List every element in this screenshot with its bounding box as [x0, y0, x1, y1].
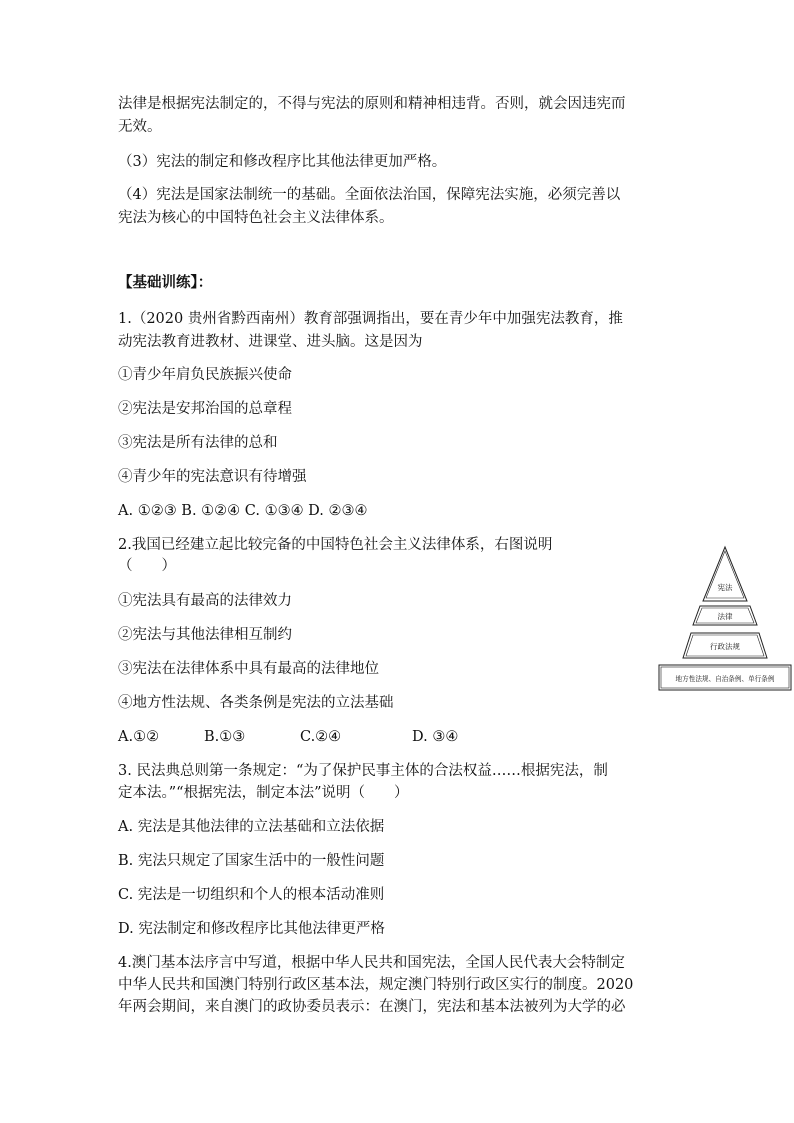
intro-point-4-line-1: （4）宪法是国家法制统一的基础。全面依法治国，保障宪法实施，必须完善以 [118, 187, 621, 203]
section-title: 【基础训练】： [118, 274, 213, 291]
q2-item-4: ④地方性法规、各类条例是宪法的立法基础 [118, 695, 394, 711]
q2-stem-line-1: 2.我国已经建立起比较完备的中国特色社会主义法律体系，右图说明 [118, 537, 553, 553]
legal-system-pyramid-diagram [656, 545, 794, 695]
q3-option-d: D. 宪法制定和修改程序比其他法律更严格 [118, 921, 385, 937]
q2-option-c: C.②④ [300, 729, 342, 745]
q1-options: A. ①②③ B. ①②④ C. ①③④ D. ②③④ [118, 503, 368, 519]
q1-item-3: ③宪法是所有法律的总和 [118, 435, 278, 451]
q1-item-4: ④青少年的宪法意识有待增强 [118, 469, 307, 485]
q2-item-2: ②宪法与其他法律相互制约 [118, 627, 292, 643]
pyramid-level-constitution: 宪法 [717, 583, 733, 592]
intro-line-1: 法律是根据宪法制定的，不得与宪法的原则和精神相违背。否则，就会因违宪而 [118, 96, 626, 112]
pyramid-level-administrative-regulations: 行政法规 [710, 642, 740, 651]
q2-option-b: B.①③ [204, 729, 246, 745]
q3-stem-line-2: 定本法。”“根据宪法，制定本法”说明（ ） [118, 785, 409, 801]
intro-point-3: （3）宪法的制定和修改程序比其他法律更加严格。 [118, 154, 447, 170]
q4-line-2: 中华人民共和国澳门特别行政区基本法，规定澳门特别行政区实行的制度。2020 [118, 977, 634, 993]
q2-option-d: D. ③④ [412, 729, 459, 745]
intro-line-2: 无效。 [118, 119, 162, 135]
q2-item-3: ③宪法在法律体系中具有最高的法律地位 [118, 661, 379, 677]
q3-option-c: C. 宪法是一切组织和个人的根本活动准则 [118, 887, 385, 903]
q2-item-1: ①宪法具有最高的法律效力 [118, 593, 292, 609]
pyramid-level-local-regulations: 地方性法规、自治条例、单行条例 [675, 675, 775, 683]
q3-option-a: A. 宪法是其他法律的立法基础和立法依据 [118, 819, 385, 835]
q1-stem-line-1: 1.（2020 贵州省黔西南州）教育部强调指出，要在青少年中加强宪法教育，推 [118, 311, 623, 327]
q1-item-2: ②宪法是安邦治国的总章程 [118, 401, 292, 417]
q4-line-3: 年两会期间，来自澳门的政协委员表示：在澳门，宪法和基本法被列为大学的必 [118, 999, 626, 1015]
q3-option-b: B. 宪法只规定了国家生活中的一般性问题 [118, 853, 385, 869]
q2-option-a: A.①② [118, 729, 160, 745]
q2-stem-line-2: （ ） [118, 558, 176, 574]
q2-options [118, 726, 678, 748]
q3-stem-line-1: 3. 民法典总则第一条规定：“为了保护民事主体的合法权益……根据宪法，制 [118, 763, 608, 779]
intro-point-4-line-2: 宪法为核心的中国特色社会主义法律体系。 [118, 210, 394, 226]
pyramid-level-law: 法律 [717, 612, 733, 621]
q4-line-1: 4.澳门基本法序言中写道，根据中华人民共和国宪法，全国人民代表大会特制定 [118, 955, 625, 971]
q1-item-1: ①青少年肩负民族振兴使命 [118, 367, 292, 383]
q1-stem-line-2: 动宪法教育进教材、进课堂、进头脑。这是因为 [118, 334, 423, 350]
